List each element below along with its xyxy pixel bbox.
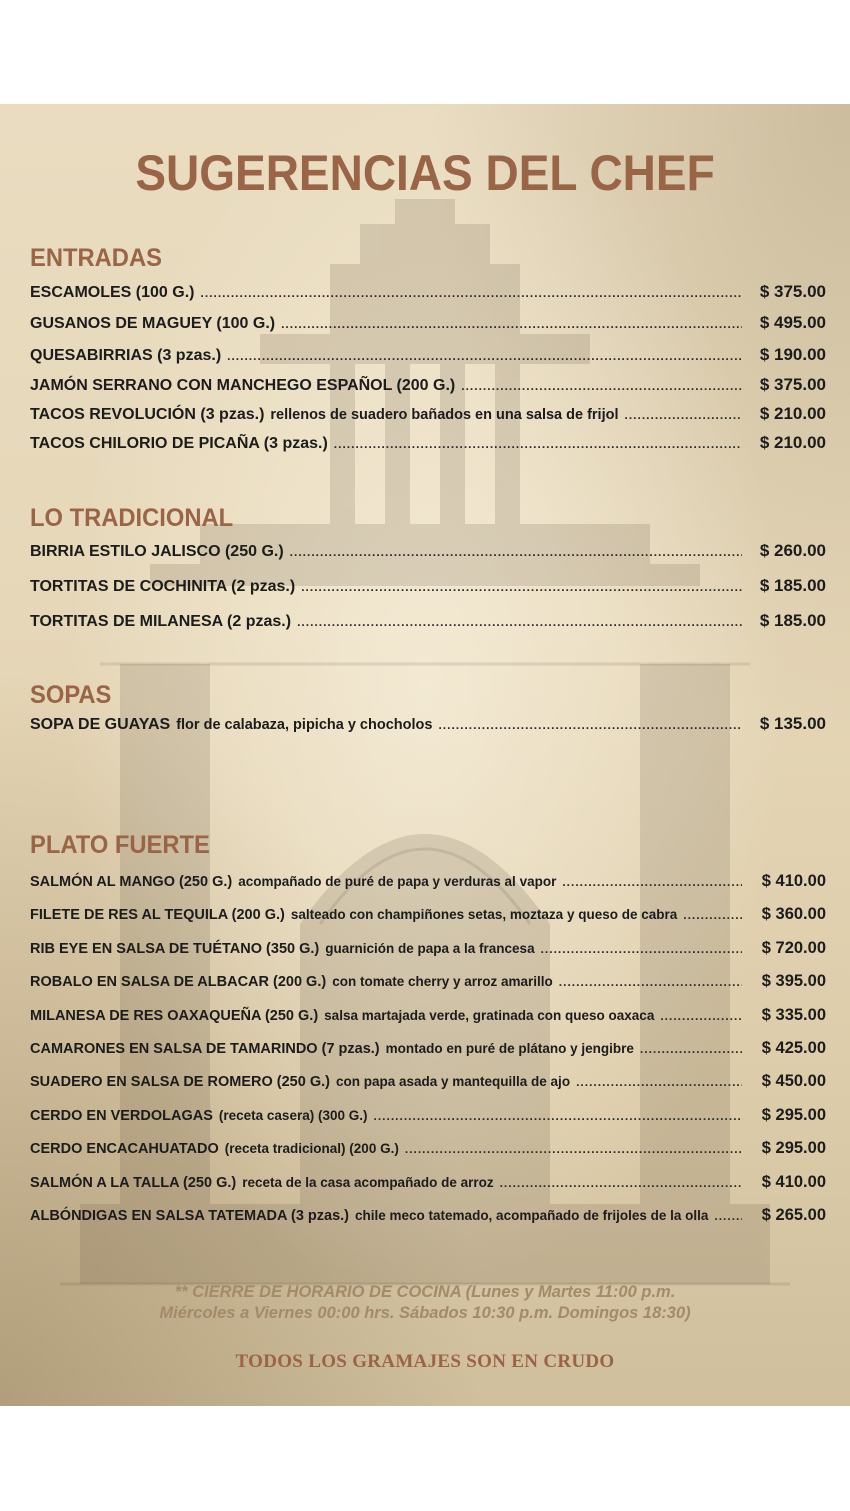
menu-item-row [30, 1072, 826, 1096]
menu-item-name: SOPA DE GUAYAS [30, 716, 171, 733]
kitchen-hours-note-line1: ** CIERRE DE HORARIO DE COCINA (Lunes y Martes 11:00 p.m. [174, 1283, 676, 1301]
menu-item-name: BIRRIA ESTILO JALISCO (250 G.) [30, 543, 284, 560]
menu-item-name: ROBALO EN SALSA DE ALBACAR (200 G.) [30, 974, 327, 990]
menu-item-row [30, 282, 826, 306]
menu-item-name: ALBÓNDIGAS EN SALSA TATEMADA (3 pzas.) [30, 1208, 350, 1224]
menu-item-price: $ 360.00 [761, 905, 826, 923]
menu-item-name: GUSANOS DE MAGUEY (100 G.) [30, 315, 276, 332]
dot-leader [227, 349, 742, 363]
menu-item-price: $ 495.00 [759, 313, 826, 332]
dot-leader [559, 975, 742, 989]
menu-item-description: salteado con champiñones setas, moztaza y queso de cabra [290, 907, 678, 922]
weights-footer-note: TODOS LOS GRAMAJES SON EN CRUDO [235, 1351, 615, 1372]
menu-item-name: CERDO ENCACAHUATADO [30, 1141, 219, 1157]
menu-item-price: $ 425.00 [761, 1039, 826, 1057]
menu-item-name: SALMÓN AL MANGO (250 G.) [30, 874, 233, 890]
menu-item-row [30, 972, 826, 996]
menu-item-price: $ 265.00 [761, 1206, 826, 1224]
dot-leader [301, 580, 742, 594]
menu-item-name: SALMÓN A LA TALLA (250 G.) [30, 1175, 237, 1191]
dot-leader [683, 908, 742, 922]
dot-leader [334, 437, 742, 451]
menu-item-price: $ 295.00 [761, 1106, 826, 1124]
menu-item-description: chile meco tatemado, acompañado de frijoles de la olla [355, 1208, 709, 1223]
menu-item-name: JAMÓN SERRANO CON MANCHEGO ESPAÑOL (200 G.) [30, 377, 456, 394]
menu-item-price: $ 410.00 [761, 1173, 826, 1191]
menu-item-description: acompañado de puré de papa y verduras al vapor [238, 874, 557, 889]
dot-leader [461, 379, 742, 393]
menu-item-description: (receta tradicional) (200 G.) [224, 1141, 399, 1156]
menu-item-row [30, 375, 826, 399]
menu-item-description: salsa martajada verde, gratinada con queso oaxaca [324, 1008, 655, 1023]
dot-leader [290, 545, 742, 559]
dot-leader [625, 408, 743, 422]
menu-item-row [30, 905, 826, 929]
menu-item-description: (receta casera) (300 G.) [218, 1108, 368, 1123]
dot-leader [562, 875, 742, 889]
menu-item-price: $ 375.00 [759, 375, 826, 394]
dot-leader [405, 1142, 742, 1156]
menu-item-description: receta de la casa acompañado de arroz [242, 1175, 494, 1190]
menu-item-name: SUADERO EN SALSA DE ROMERO (250 G.) [30, 1074, 330, 1090]
dot-leader [438, 718, 742, 732]
menu-item-description: con papa asada y mantequilla de ajo [335, 1074, 571, 1089]
dot-leader [660, 1009, 742, 1023]
dot-leader [640, 1042, 742, 1056]
menu-item-price: $ 295.00 [761, 1139, 826, 1157]
section-heading-tradicional: LO TRADICIONAL [30, 504, 234, 532]
menu-item-row [30, 872, 826, 896]
menu-item-name: TORTITAS DE MILANESA (2 pzas.) [30, 613, 292, 630]
menu-item-name: TACOS CHILORIO DE PICAÑA (3 pzas.) [30, 435, 328, 452]
menu-item-row [30, 576, 826, 600]
menu-item-row [30, 939, 826, 963]
dot-leader [281, 317, 742, 331]
section-heading-plato-fuerte: PLATO FUERTE [30, 831, 210, 859]
menu-item-price: $ 185.00 [759, 611, 826, 630]
menu-item-price: $ 135.00 [759, 714, 826, 733]
menu-item-price: $ 375.00 [759, 282, 826, 301]
menu-item-row [30, 404, 826, 428]
dot-leader [714, 1209, 742, 1223]
menu-item-row [30, 714, 826, 738]
menu-item-description: flor de calabaza, pipicha y chocholos [176, 717, 433, 733]
menu-item-row [30, 1006, 826, 1030]
dot-leader [576, 1075, 742, 1089]
menu-item-price: $ 210.00 [759, 433, 826, 452]
menu-item-description: guarnición de papa a la francesa [325, 941, 535, 956]
menu-item-name: QUESABIRRIAS (3 pzas.) [30, 347, 222, 364]
dot-leader [200, 286, 742, 300]
dot-leader [297, 615, 742, 629]
menu-item-price: $ 410.00 [761, 872, 826, 890]
kitchen-hours-note-line2: Miércoles a Viernes 00:00 hrs. Sábados 10:30 p.m. Domingos 18:30) [159, 1304, 691, 1322]
menu-item-row [30, 541, 826, 565]
section-heading-sopas: SOPAS [30, 681, 112, 709]
dot-leader [373, 1109, 742, 1123]
menu-item-row [30, 1039, 826, 1063]
menu-item-price: $ 185.00 [759, 576, 826, 595]
menu-item-name: ESCAMOLES (100 G.) [30, 284, 195, 301]
menu-item-price: $ 190.00 [759, 345, 826, 364]
menu-item-row [30, 433, 826, 457]
menu-item-description: rellenos de suadero bañados en una salsa de frijol [270, 407, 619, 423]
menu-item-row [30, 611, 826, 635]
menu-item-name: TORTITAS DE COCHINITA (2 pzas.) [30, 578, 296, 595]
menu-item-name: CERDO EN VERDOLAGAS [30, 1108, 213, 1124]
menu-item-description: con tomate cherry y arroz amarillo [332, 974, 553, 989]
section-heading-entradas: ENTRADAS [30, 244, 162, 272]
menu-item-name: FILETE DE RES AL TEQUILA (200 G.) [30, 907, 285, 923]
menu-item-row [30, 1206, 826, 1230]
menu-item-row [30, 1139, 826, 1163]
menu-item-price: $ 450.00 [761, 1072, 826, 1090]
menu-item-name: TACOS REVOLUCIÓN (3 pzas.) [30, 406, 265, 423]
menu-item-name: MILANESA DE RES OAXAQUEÑA (250 G.) [30, 1008, 319, 1024]
menu-item-name: RIB EYE EN SALSA DE TUÉTANO (350 G.) [30, 941, 320, 957]
menu-item-description: montado en puré de plátano y jengibre [385, 1041, 634, 1056]
dot-leader [500, 1176, 742, 1190]
menu-item-row [30, 345, 826, 369]
menu-item-row [30, 313, 826, 337]
menu-item-name: CAMARONES EN SALSA DE TAMARINDO (7 pzas.) [30, 1041, 380, 1057]
page-title: SUGERENCIAS DEL CHEF [135, 145, 715, 201]
menu-item-row [30, 1173, 826, 1197]
dot-leader [541, 942, 742, 956]
menu-item-price: $ 260.00 [759, 541, 826, 560]
menu-card [0, 104, 850, 1406]
menu-item-price: $ 720.00 [761, 939, 826, 957]
menu-item-price: $ 210.00 [759, 404, 826, 423]
menu-item-price: $ 335.00 [761, 1006, 826, 1024]
menu-item-row [30, 1106, 826, 1130]
menu-item-price: $ 395.00 [761, 972, 826, 990]
